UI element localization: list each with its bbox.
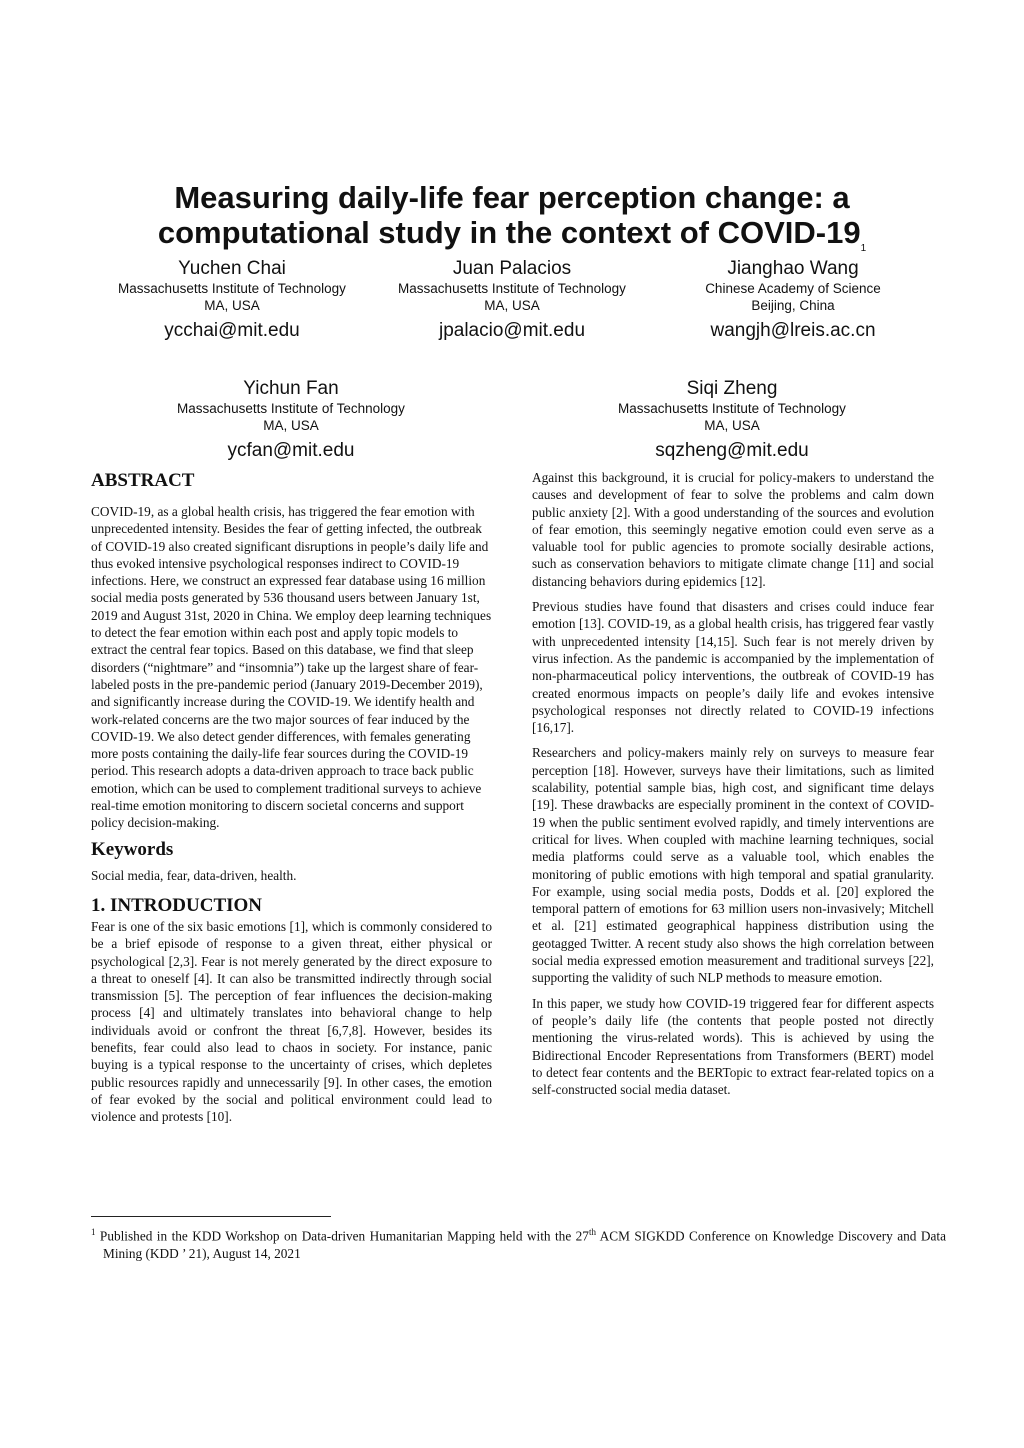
author-name: Yichun Fan [243,378,339,399]
introduction-paragraph: Fear is one of the six basic emotions [1], which is commonly considered to be a brief episode of response to a given threat, either physical or psychological [2,3]. Fear is not merely generated by the direct exposure to a threat to oneself [4]. It can also be transmitted indirectly through social transmission [5]. The perception of fear influences the decision-making process [4] and ultimately translates into behavioral change to help individuals avoid or confront the threat [6,7,8]. However, besides its benefits, fear could also lead to chaos in society. For instance, panic buying is a typical response to the uncertainty of crises, which depletes public resources rapidly and unnecessarily [9]. In other cases, the emotion of fear evoked by the social and political environment could lead to violence and protests [10]. [91,918,492,1125]
author-email: wangjh@lreis.ac.cn [710,320,876,341]
introduction-paragraph: In this paper, we study how COVID-19 triggered fear for different aspects of people’s daily life (the contents that people posted not directly mentioning the virus-related words). This is achieved by using the Bidirectional Encoder Representations from Transformers (BERT) model to detect fear contents and the BERTopic to extract fear-related topics on a self-constructed social media dataset. [532,995,934,1098]
author-location: Beijing, China [751,298,835,313]
author-name: Yuchen Chai [178,258,286,279]
footnote-superscript: th [588,1227,596,1237]
right-column [532,469,934,1098]
author-name: Siqi Zheng [686,378,778,399]
title-line-2: computational study in the context of COVID-19 [157,215,861,250]
left-column [91,469,492,1126]
author-affiliation: Massachusetts Institute of Technology [177,401,405,416]
title-line-1: Measuring daily-life fear perception change: a [174,180,850,215]
abstract-text: COVID-19, as a global health crisis, has triggered the fear emotion with unprecedented intensity. Besides the fear of getting infected, the outbreak of COVID-19 also created significant disruptions in people’s daily life and thus evoked intensive psychological responses indirect to COVID-19 infections. Here, we construct an expressed fear database using 16 million social media posts generated by 536 thousand users between January 1st, 2019 and August 31st, 2020 in China. We employ deep learning techniques to detect the fear emotion within each post and apply topic models to extract the central fear topics. Based on this database, we find that sleep disorders (“nightmare” and “insomnia”) take up the largest share of fear-labeled posts in the pre-pandemic period (January 2019-December 2019), and significantly increase during the COVID-19. We identify health and work-related concerns are the two major sources of fear induced by the COVID-19. We also detect gender differences, with females generating more posts containing the daily-life fear sources during the COVID-19 period. This research adopts a data-driven approach to trace back public emotion, which can be used to complement traditional surveys to achieve real-time emotion monitoring to discern societal concerns and support policy decision-making. [91,504,492,831]
footnote-text-end: ACM SIGKDD Conference on Knowledge Discovery and Data Mining (KDD ’ 21), August 14, 2021 [103,1228,946,1261]
footnote-mark: 1 [91,1227,96,1237]
author-affiliation: Chinese Academy of Science [705,281,881,296]
introduction-heading: 1. INTRODUCTION [91,894,263,916]
abstract-heading: ABSTRACT [91,470,195,491]
introduction-paragraph: Researchers and policy-makers mainly rely on surveys to measure fear perception [18]. However, surveys have their limitations, such as limited scalability, potential sample bias, high cost, and significant time delays [19]. These drawbacks are especially prominent in the context of COVID-19 when the public sentiment evolved rapidly, and timely interventions are critical for lives. When coupled with machine learning techniques, social media platforms could serve as a valuable tool, which enables the monitoring of public emotions with high temporal and spatial granularity. For example, using social media posts, Dodds et al. [20] explored the temporal pattern of emotions for 63 million users non-invasively; Mitchell et al. [21] estimated geographical happiness distribution using the geotagged Twitter. A recent study also shows the high correlation between social media expressed emotion measurement and traditional surveys [22], supporting the validity of such NLP methods to measure emotion. [532,745,934,986]
author-affiliation: Massachusetts Institute of Technology [118,281,346,296]
author-email: sqzheng@mit.edu [655,440,809,461]
footnote-divider [91,1216,331,1217]
author-email: jpalacio@mit.edu [438,320,586,341]
author-block [582,378,882,462]
keywords-heading: Keywords [91,838,174,860]
author-block [141,378,441,462]
author-email: ycfan@mit.edu [227,440,355,461]
author-block [82,258,382,342]
author-email: ycchai@mit.edu [164,320,300,341]
title-footnote-mark: 1 [860,243,867,254]
author-block [362,258,662,342]
author-location: MA, USA [484,298,540,313]
keywords-text: Social media, fear, data-driven, health. [91,867,297,883]
author-affiliation: Massachusetts Institute of Technology [398,281,626,296]
author-location: MA, USA [204,298,260,313]
author-location: MA, USA [704,418,760,433]
footnote [91,1224,946,1262]
footnote-text: Published in the KDD Workshop on Data-driven Humanitarian Mapping held with the 27 [95,1228,589,1244]
author-affiliation: Massachusetts Institute of Technology [618,401,846,416]
introduction-paragraph: Against this background, it is crucial for policy-makers to understand the causes and development of fear to solve the problems and calm down public anxiety [2]. With a good understanding of the sources and evolution of fear emotion, this seemingly negative emotion could even serve as a valuable tool for public agencies to promote socially desirable actions, such as conservation behaviors to mitigate climate change [11] and social distancing behaviors during epidemics [12]. [532,470,934,589]
author-name: Jianghao Wang [727,258,859,279]
author-block [643,258,943,342]
author-name: Juan Palacios [452,258,572,279]
introduction-paragraph: Previous studies have found that disasters and crises could induce fear emotion [13]. COVID-19, as a global health crisis, has triggered fear vastly with unprecedented intensity [14,15]. Such fear is not merely driven by virus infection. As the pandemic is accompanied by the implementation of non-pharmaceutical policy interventions, the outbreak of COVID-19 has created enormous impacts on people’s daily life and evokes intensive psychological responses not directly related to COVID-19 infections [16,17]. [532,599,934,736]
author-location: MA, USA [263,418,319,433]
paper-title [100,180,924,254]
